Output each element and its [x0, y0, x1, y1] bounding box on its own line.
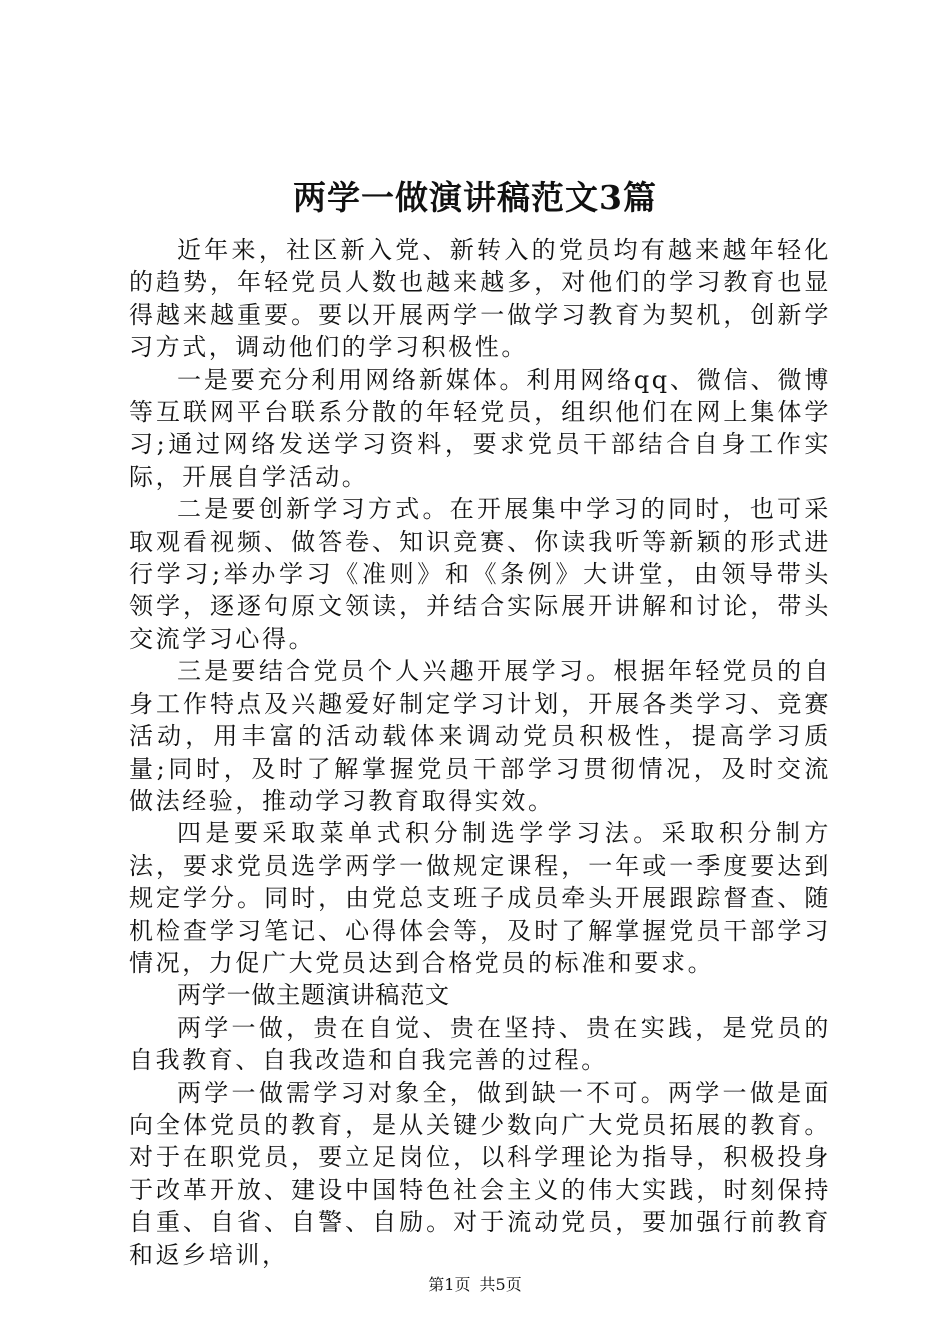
paragraph-point-3: 三是要结合党员个人兴趣开展学习。根据年轻党员的自身工作特点及兴趣爱好制定学习计划，开展各类学习、竞赛活动，用丰富的活动载体来调动党员积极性，提高学习质量;同时，及时了解掌握党员干部学习贯彻情况，及时交流做法经验，推动学习教育取得实效。	[129, 657, 831, 815]
section-heading: 两学一做主题演讲稿范文	[177, 981, 450, 1010]
paragraph-intro: 近年来，社区新入党、新转入的党员均有越来越年轻化的趋势，年轻党员人数也越来越多，对他们的学习教育也显得越来越重要。要以开展两学一做学习教育为契机，创新学习方式，调动他们的学习积极性。	[129, 236, 831, 362]
page-number-footer: 第1页 共5页	[428, 1275, 522, 1294]
paragraph-point-1: 一是要充分利用网络新媒体。利用网络qq、微信、微博等互联网平台联系分散的年轻党员，组织他们在网上集体学习;通过网络发送学习资料，要求党员干部结合自身工作实际，开展自学活动。	[129, 365, 831, 491]
document-title: 两学一做演讲稿范文3篇	[293, 178, 657, 217]
paragraph-point-2: 二是要创新学习方式。在开展集中学习的同时，也可采取观看视频、做答卷、知识竞赛、你读我听等新颖的形式进行学习;举办学习《准则》和《条例》大讲堂，由领导带头领学，逐逐句原文领读，并结合实际展开讲解和讨论，带头交流学习心得。	[129, 495, 831, 653]
document-body	[129, 234, 831, 1271]
paragraph-section-body: 两学一做需学习对象全，做到缺一不可。两学一做是面向全体党员的教育，是从关键少数向广大党员拓展的教育。对于在职党员，要立足岗位，以科学理论为指导，积极投身于改革开放、建设中国特色社会主义的伟大实践，时刻保持自重、自省、自警、自励。对于流动党员，要加强行前教育和返乡培训，	[129, 1078, 831, 1269]
paragraph-section-intro: 两学一做，贵在自觉、贵在坚持、贵在实践，是党员的自我教育、自我改造和自我完善的过程。	[129, 1013, 831, 1075]
paragraph-point-4: 四是要采取菜单式积分制选学学习法。采取积分制方法，要求党员选学两学一做规定课程，一年或一季度要达到规定学分。同时，由党总支班子成员牵头开展跟踪督查、随机检查学习笔记、心得体会等，及时了解掌握党员干部学习情况，力促广大党员达到合格党员的标准和要求。	[129, 819, 831, 977]
